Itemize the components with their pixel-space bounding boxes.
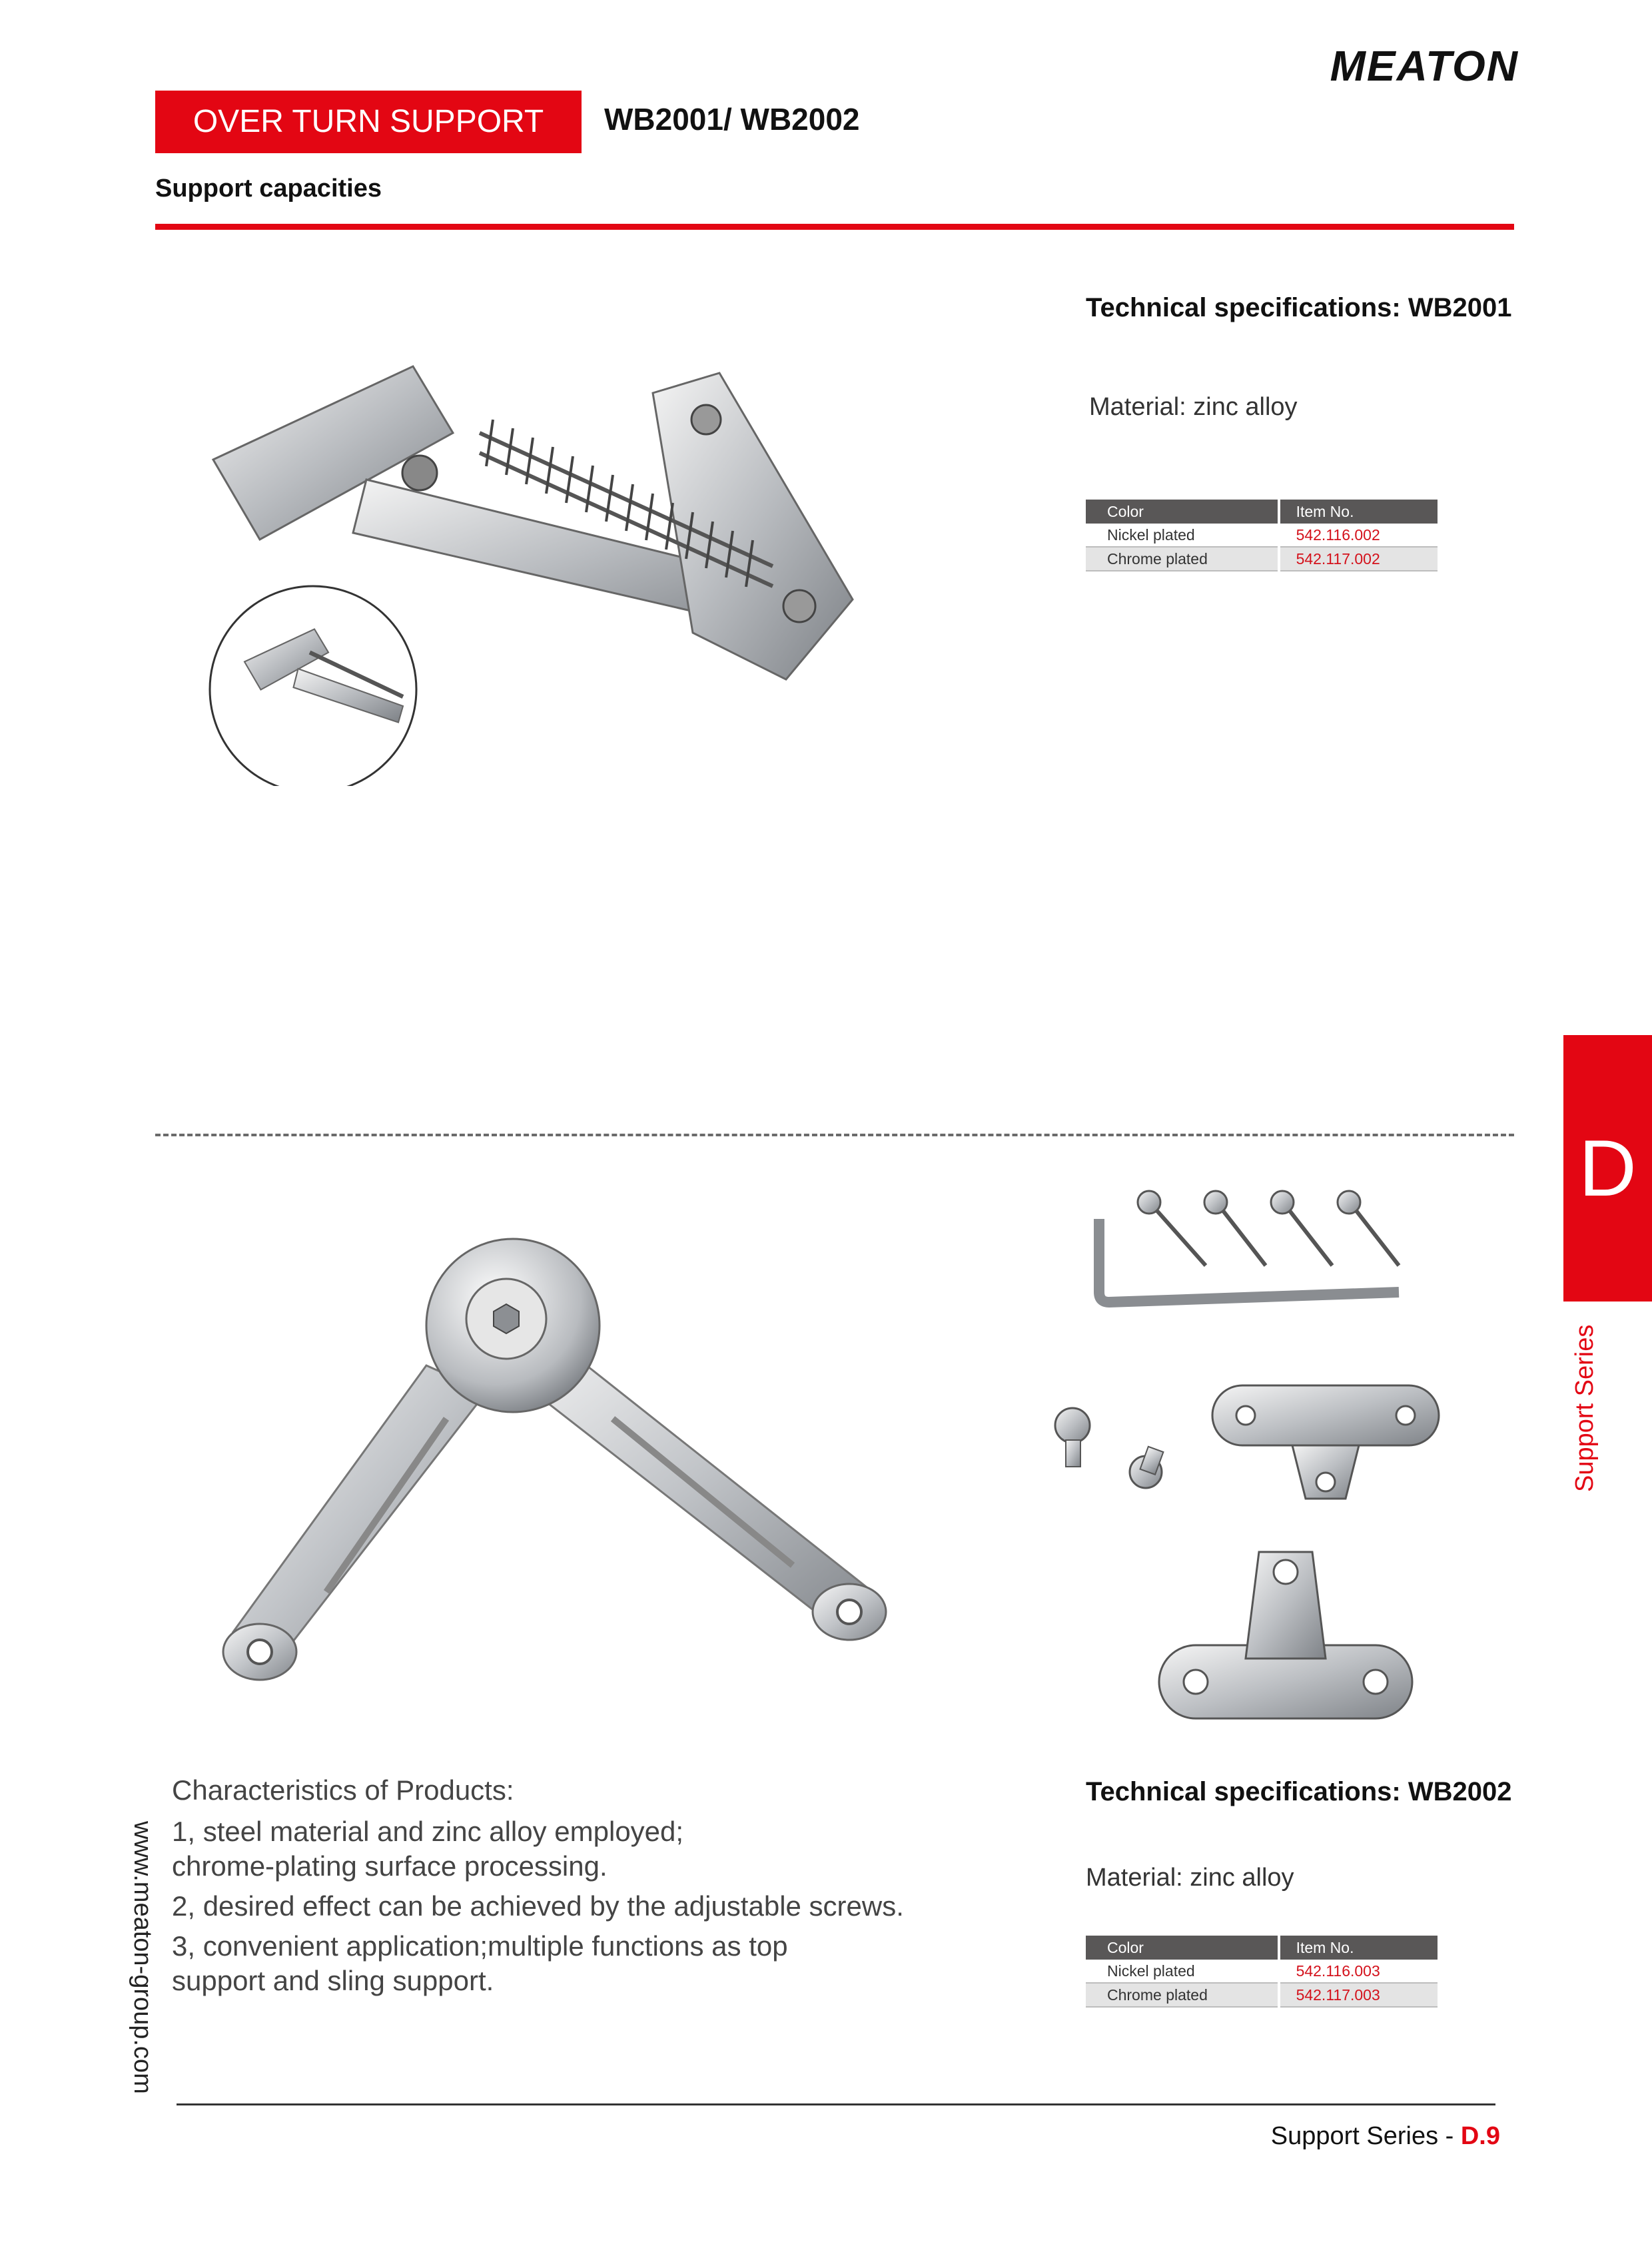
color-cell: Chrome plated	[1086, 547, 1279, 571]
column-header-color: Color	[1086, 1936, 1279, 1960]
characteristic-line: chrome-plating surface processing.	[172, 1850, 608, 1882]
accessories-image	[1046, 1179, 1472, 1758]
wb2001-product-image	[200, 320, 899, 786]
item-no-cell: 542.117.002	[1279, 547, 1438, 571]
column-header-item-no: Item No.	[1279, 500, 1438, 524]
table-row	[1086, 524, 1438, 547]
footer-series: Support Series -	[1270, 2122, 1461, 2150]
table-row	[1086, 1983, 1438, 2007]
wb2001-spec-table	[1086, 500, 1438, 571]
model-numbers: WB2001/ WB2002	[604, 102, 860, 137]
column-header-color: Color	[1086, 500, 1279, 524]
characteristic-line: 2, desired effect can be achieved by the adjustable screws.	[172, 1890, 904, 1922]
wb2002-material: Material: zinc alloy	[1086, 1864, 1294, 1892]
wb2001-spec-title: Technical specifications: WB2001	[1086, 293, 1512, 322]
table-row	[1086, 547, 1438, 571]
section-label: Support Series	[1571, 1324, 1599, 1492]
characteristics-heading: Characteristics of Products:	[172, 1774, 514, 1806]
header-divider	[155, 224, 1514, 230]
characteristic-line: support and sling support.	[172, 1965, 494, 1996]
brand-logo: MEATON	[1330, 42, 1519, 90]
characteristic-line: 3, convenient application;multiple functions as top	[172, 1930, 788, 1962]
section-divider	[155, 1134, 1514, 1136]
item-no-cell: 542.116.002	[1279, 524, 1438, 547]
wb2002-product-image	[220, 1219, 919, 1752]
product-characteristics	[172, 1773, 904, 1998]
item-no-cell: 542.116.003	[1279, 1960, 1438, 1983]
color-cell: Nickel plated	[1086, 1960, 1279, 1983]
section-tab: D	[1563, 1035, 1652, 1302]
table-row	[1086, 1960, 1438, 1983]
wb2001-material: Material: zinc alloy	[1089, 393, 1298, 421]
section-subtitle: Support capacities	[155, 175, 382, 202]
column-header-item-no: Item No.	[1279, 1936, 1438, 1960]
table-header-row	[1086, 500, 1438, 524]
page-footer	[1271, 2122, 1500, 2151]
table-header-row	[1086, 1936, 1438, 1960]
color-cell: Nickel plated	[1086, 524, 1279, 547]
footer-divider	[177, 2103, 1495, 2105]
characteristic-line: 1, steel material and zinc alloy employed;	[172, 1816, 684, 1847]
page-number: D.9	[1460, 2122, 1500, 2150]
wb2002-spec-title: Technical specifications: WB2002	[1086, 1777, 1512, 1806]
website-url[interactable]: www.meaton-group.com	[129, 1821, 157, 2094]
color-cell: Chrome plated	[1086, 1983, 1279, 2007]
item-no-cell: 542.117.003	[1279, 1983, 1438, 2007]
category-title: OVER TURN SUPPORT	[155, 91, 582, 153]
wb2002-spec-table	[1086, 1936, 1438, 2008]
